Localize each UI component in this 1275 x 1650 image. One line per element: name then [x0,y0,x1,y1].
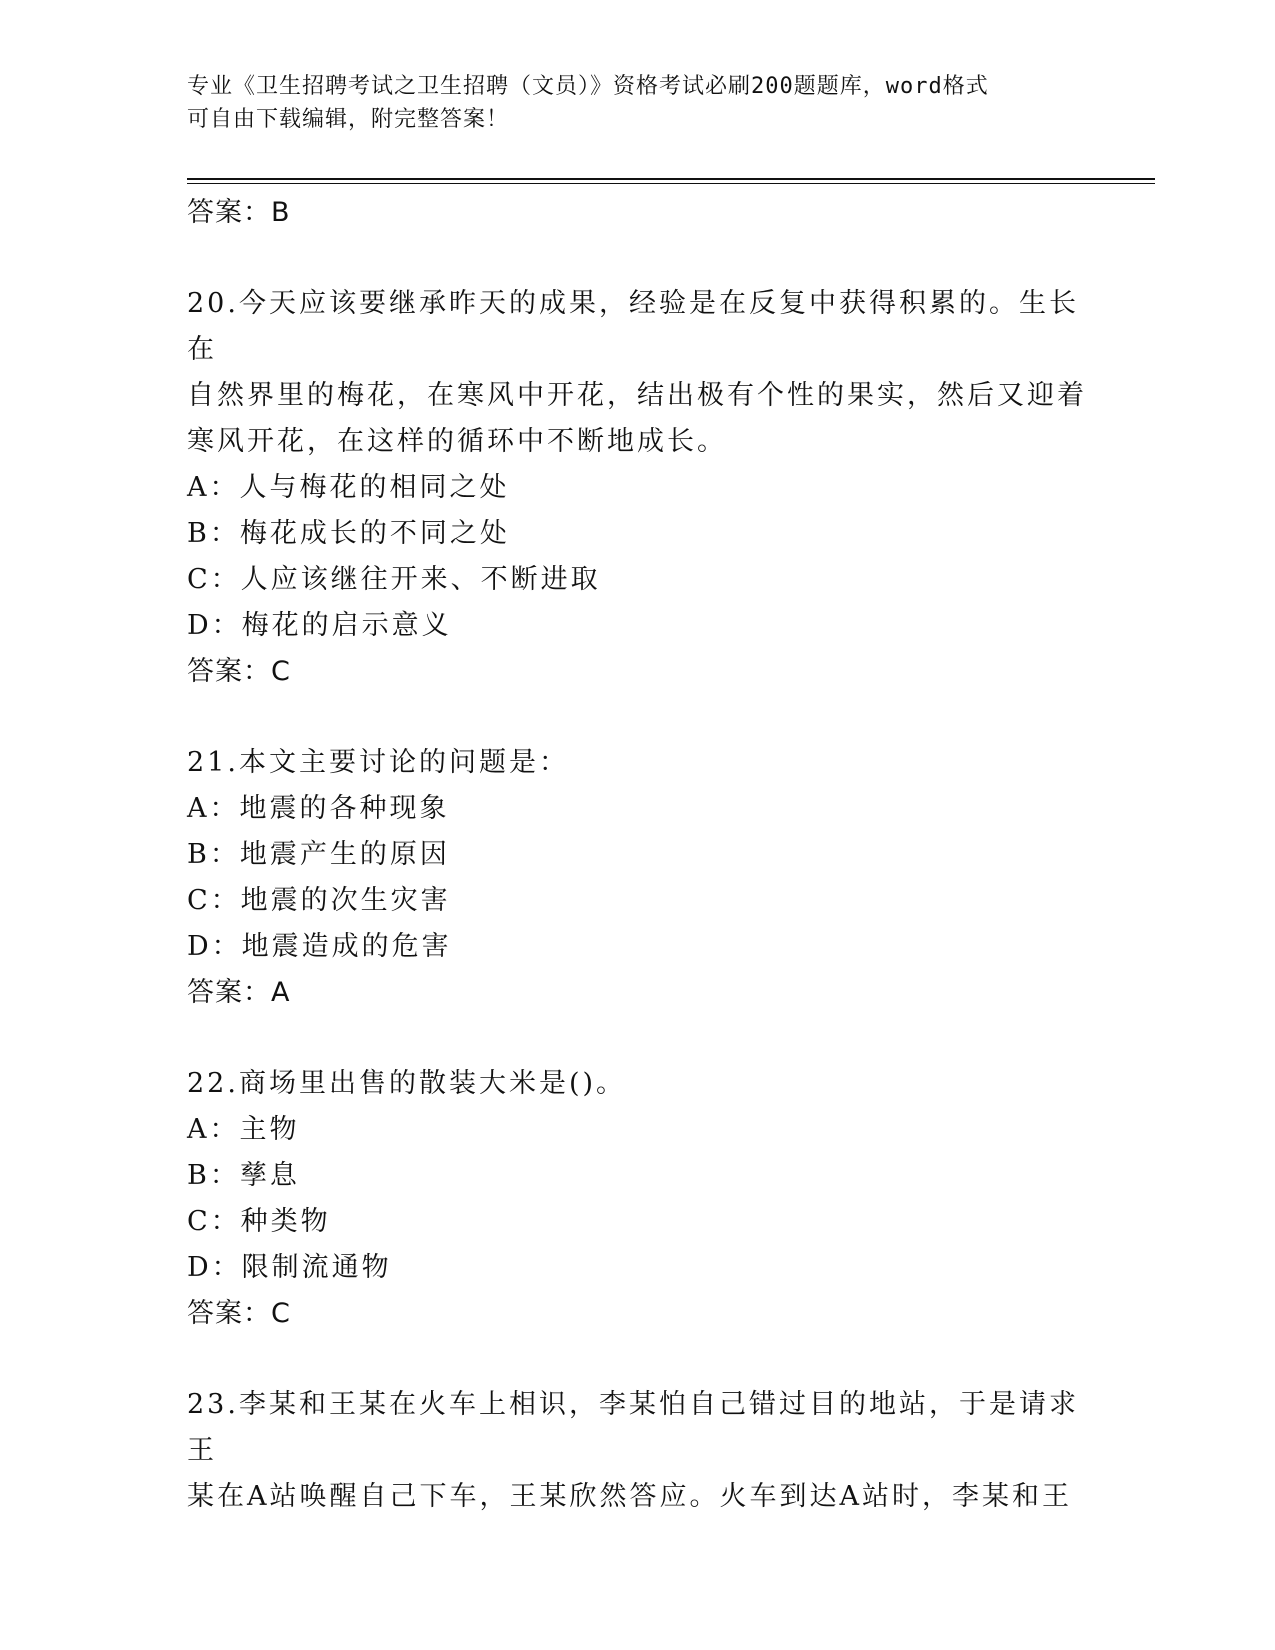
option-c: C：人应该继往开来、不断进取 [187,564,601,595]
option-d: D：限制流通物 [187,1252,392,1283]
question-text [187,740,1087,786]
question-line: 某在A站唤醒自己下车，王某欣然答应。火车到达A站时，李某和王 [187,1481,1072,1512]
question-20 [187,281,1087,695]
spacer [187,695,1087,740]
question-line: 21.本文主要讨论的问题是： [187,747,569,778]
option-a: A：主物 [187,1114,300,1145]
question-line: 23.李某和王某在火车上相识，李某怕自己错过目的地站，于是请求王 [187,1389,1079,1466]
question-line: 寒风开花，在这样的循环中不断地成长。 [187,426,727,457]
question-line: 20.今天应该要继承昨天的成果，经验是在反复中获得积累的。生长在 [187,288,1079,365]
question-text [187,281,1087,465]
option-a: A：地震的各种现象 [187,793,450,824]
question-line: 自然界里的梅花，在寒风中开花，结出极有个性的果实，然后又迎着 [187,380,1087,411]
question-text [187,1061,1087,1107]
spacer [187,1016,1087,1061]
option-b: B：梅花成长的不同之处 [187,518,510,549]
option-c: C：地震的次生灾害 [187,885,451,916]
option-b: B：孳息 [187,1160,300,1191]
header-line-2: 可自由下载编辑，附完整答案！ [187,107,510,132]
answer-line: 答案：B [187,197,291,228]
question-23 [187,1382,1087,1520]
header-divider-bottom [187,183,1155,184]
spacer [187,236,1087,281]
option-d: D：地震造成的危害 [187,931,452,962]
option-a: A：人与梅花的相同之处 [187,472,510,503]
question-text [187,1382,1087,1520]
document-body [187,190,1087,1520]
answer-line: 答案：C [187,1298,291,1329]
option-b: B：地震产生的原因 [187,839,450,870]
header-divider-top [187,178,1155,180]
header-line-1: 专业《卫生招聘考试之卫生招聘（文员）》资格考试必刷200题题库，word格式 [187,74,989,99]
spacer [187,1337,1087,1382]
answer-line: 答案：C [187,656,291,687]
option-c: C：种类物 [187,1206,331,1237]
answer-line: 答案：A [187,977,291,1008]
option-d: D：梅花的启示意义 [187,610,452,641]
document-header [187,70,1087,136]
question-21 [187,740,1087,1016]
question-line: 22.商场里出售的散装大米是()。 [187,1068,627,1099]
question-22 [187,1061,1087,1337]
